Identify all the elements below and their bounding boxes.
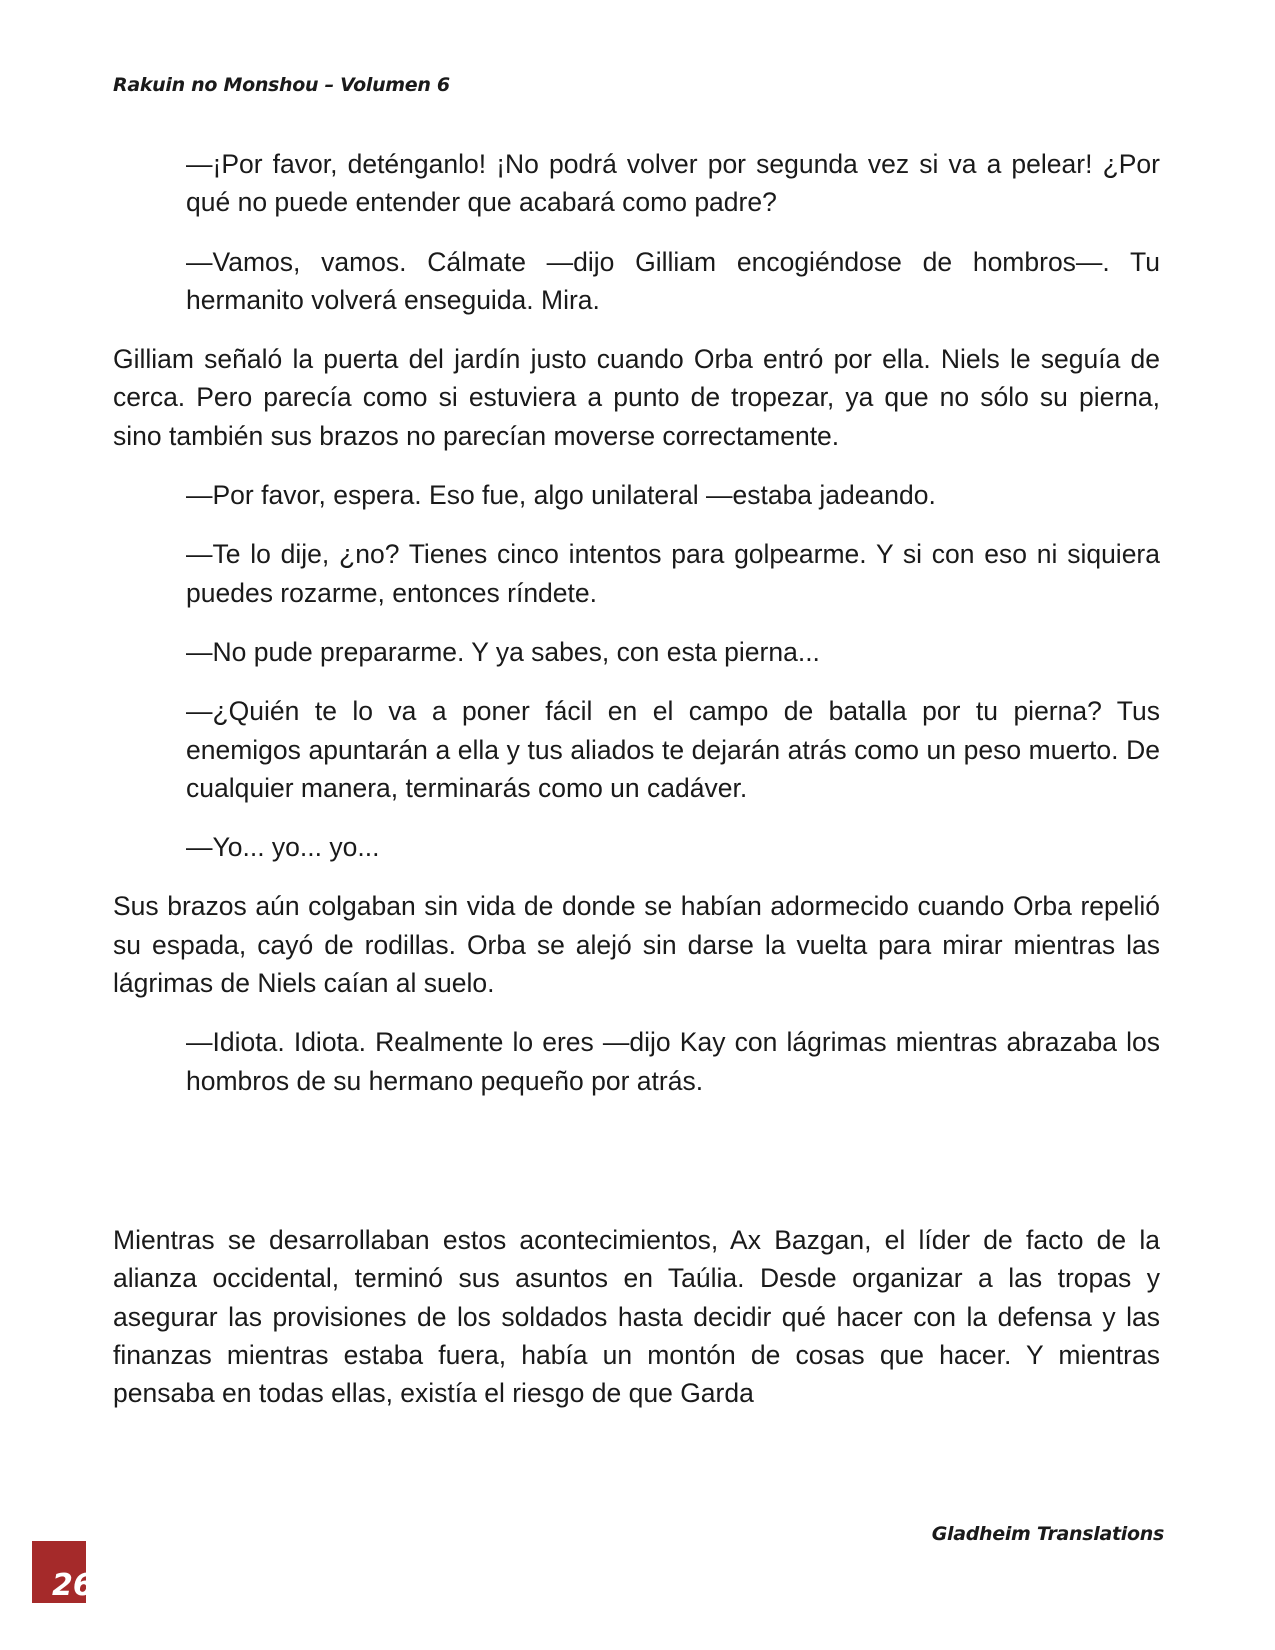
body-text bbox=[113, 145, 1160, 1433]
page-number-box bbox=[32, 1541, 94, 1605]
footer-credit: Gladheim Translations bbox=[931, 1523, 1164, 1545]
page-number-underline bbox=[32, 1603, 86, 1605]
page-number: 26 bbox=[52, 1568, 94, 1603]
dialogue-paragraph: —Vamos, vamos. Cálmate —dijo Gilliam encogiéndose de hombros—. Tu hermanito volverá enseguida. Mira. bbox=[186, 246, 1160, 315]
running-header: Rakuin no Monshou – Volumen 6 bbox=[113, 74, 450, 96]
dialogue-paragraph: —¿Quién te lo va a poner fácil en el campo de batalla por tu pierna? Tus enemigos apuntarán a ella y tus aliados te dejarán atrás como un peso muerto. De cualquier manera, terminarás como un cadáver. bbox=[186, 696, 1160, 803]
dialogue-paragraph: —Yo... yo... yo... bbox=[186, 832, 380, 863]
dialogue-paragraph: —¡Por favor, deténganlo! ¡No podrá volver por segunda vez si va a pelear! ¿Por qué no puede entender que acabará como padre? bbox=[186, 149, 1160, 218]
narration-paragraph: Gilliam señaló la puerta del jardín justo cuando Orba entró por ella. Niels le seguía de cerca. Pero parecía como si estuviera a punto de tropezar, ya que no sólo su pierna, sino también sus brazos no parecían moverse correctamente. bbox=[113, 344, 1160, 451]
narration-paragraph: Sus brazos aún colgaban sin vida de donde se habían adormecido cuando Orba repelió su espada, cayó de rodillas. Orba se alejó sin darse la vuelta para mirar mientras las lágrimas de Niels caían al suelo. bbox=[113, 891, 1160, 999]
dialogue-paragraph: —Te lo dije, ¿no? Tienes cinco intentos para golpearme. Y si con eso ni siquiera puedes rozarme, entonces ríndete. bbox=[186, 539, 1160, 608]
dialogue-paragraph: —Idiota. Idiota. Realmente lo eres —dijo Kay con lágrimas mientras abrazaba los hombros de su hermano pequeño por atrás. bbox=[186, 1027, 1160, 1096]
dialogue-paragraph: —Por favor, espera. Eso fue, algo unilateral —estaba jadeando. bbox=[186, 480, 936, 511]
dialogue-paragraph: —No pude prepararme. Y ya sabes, con esta pierna... bbox=[186, 636, 820, 667]
narration-paragraph: Mientras se desarrollaban estos acontecimientos, Ax Bazgan, el líder de facto de la alianza occidental, terminó sus asuntos en Taúlia. Desde organizar a las tropas y asegurar las provisiones de los soldados hasta decidir qué hacer con la defensa y las finanzas mientras estaba fuera, había un montón de cosas que hacer. Y mientras pensaba en todas ellas, existía el riesgo de que Garda bbox=[113, 1224, 1160, 1409]
